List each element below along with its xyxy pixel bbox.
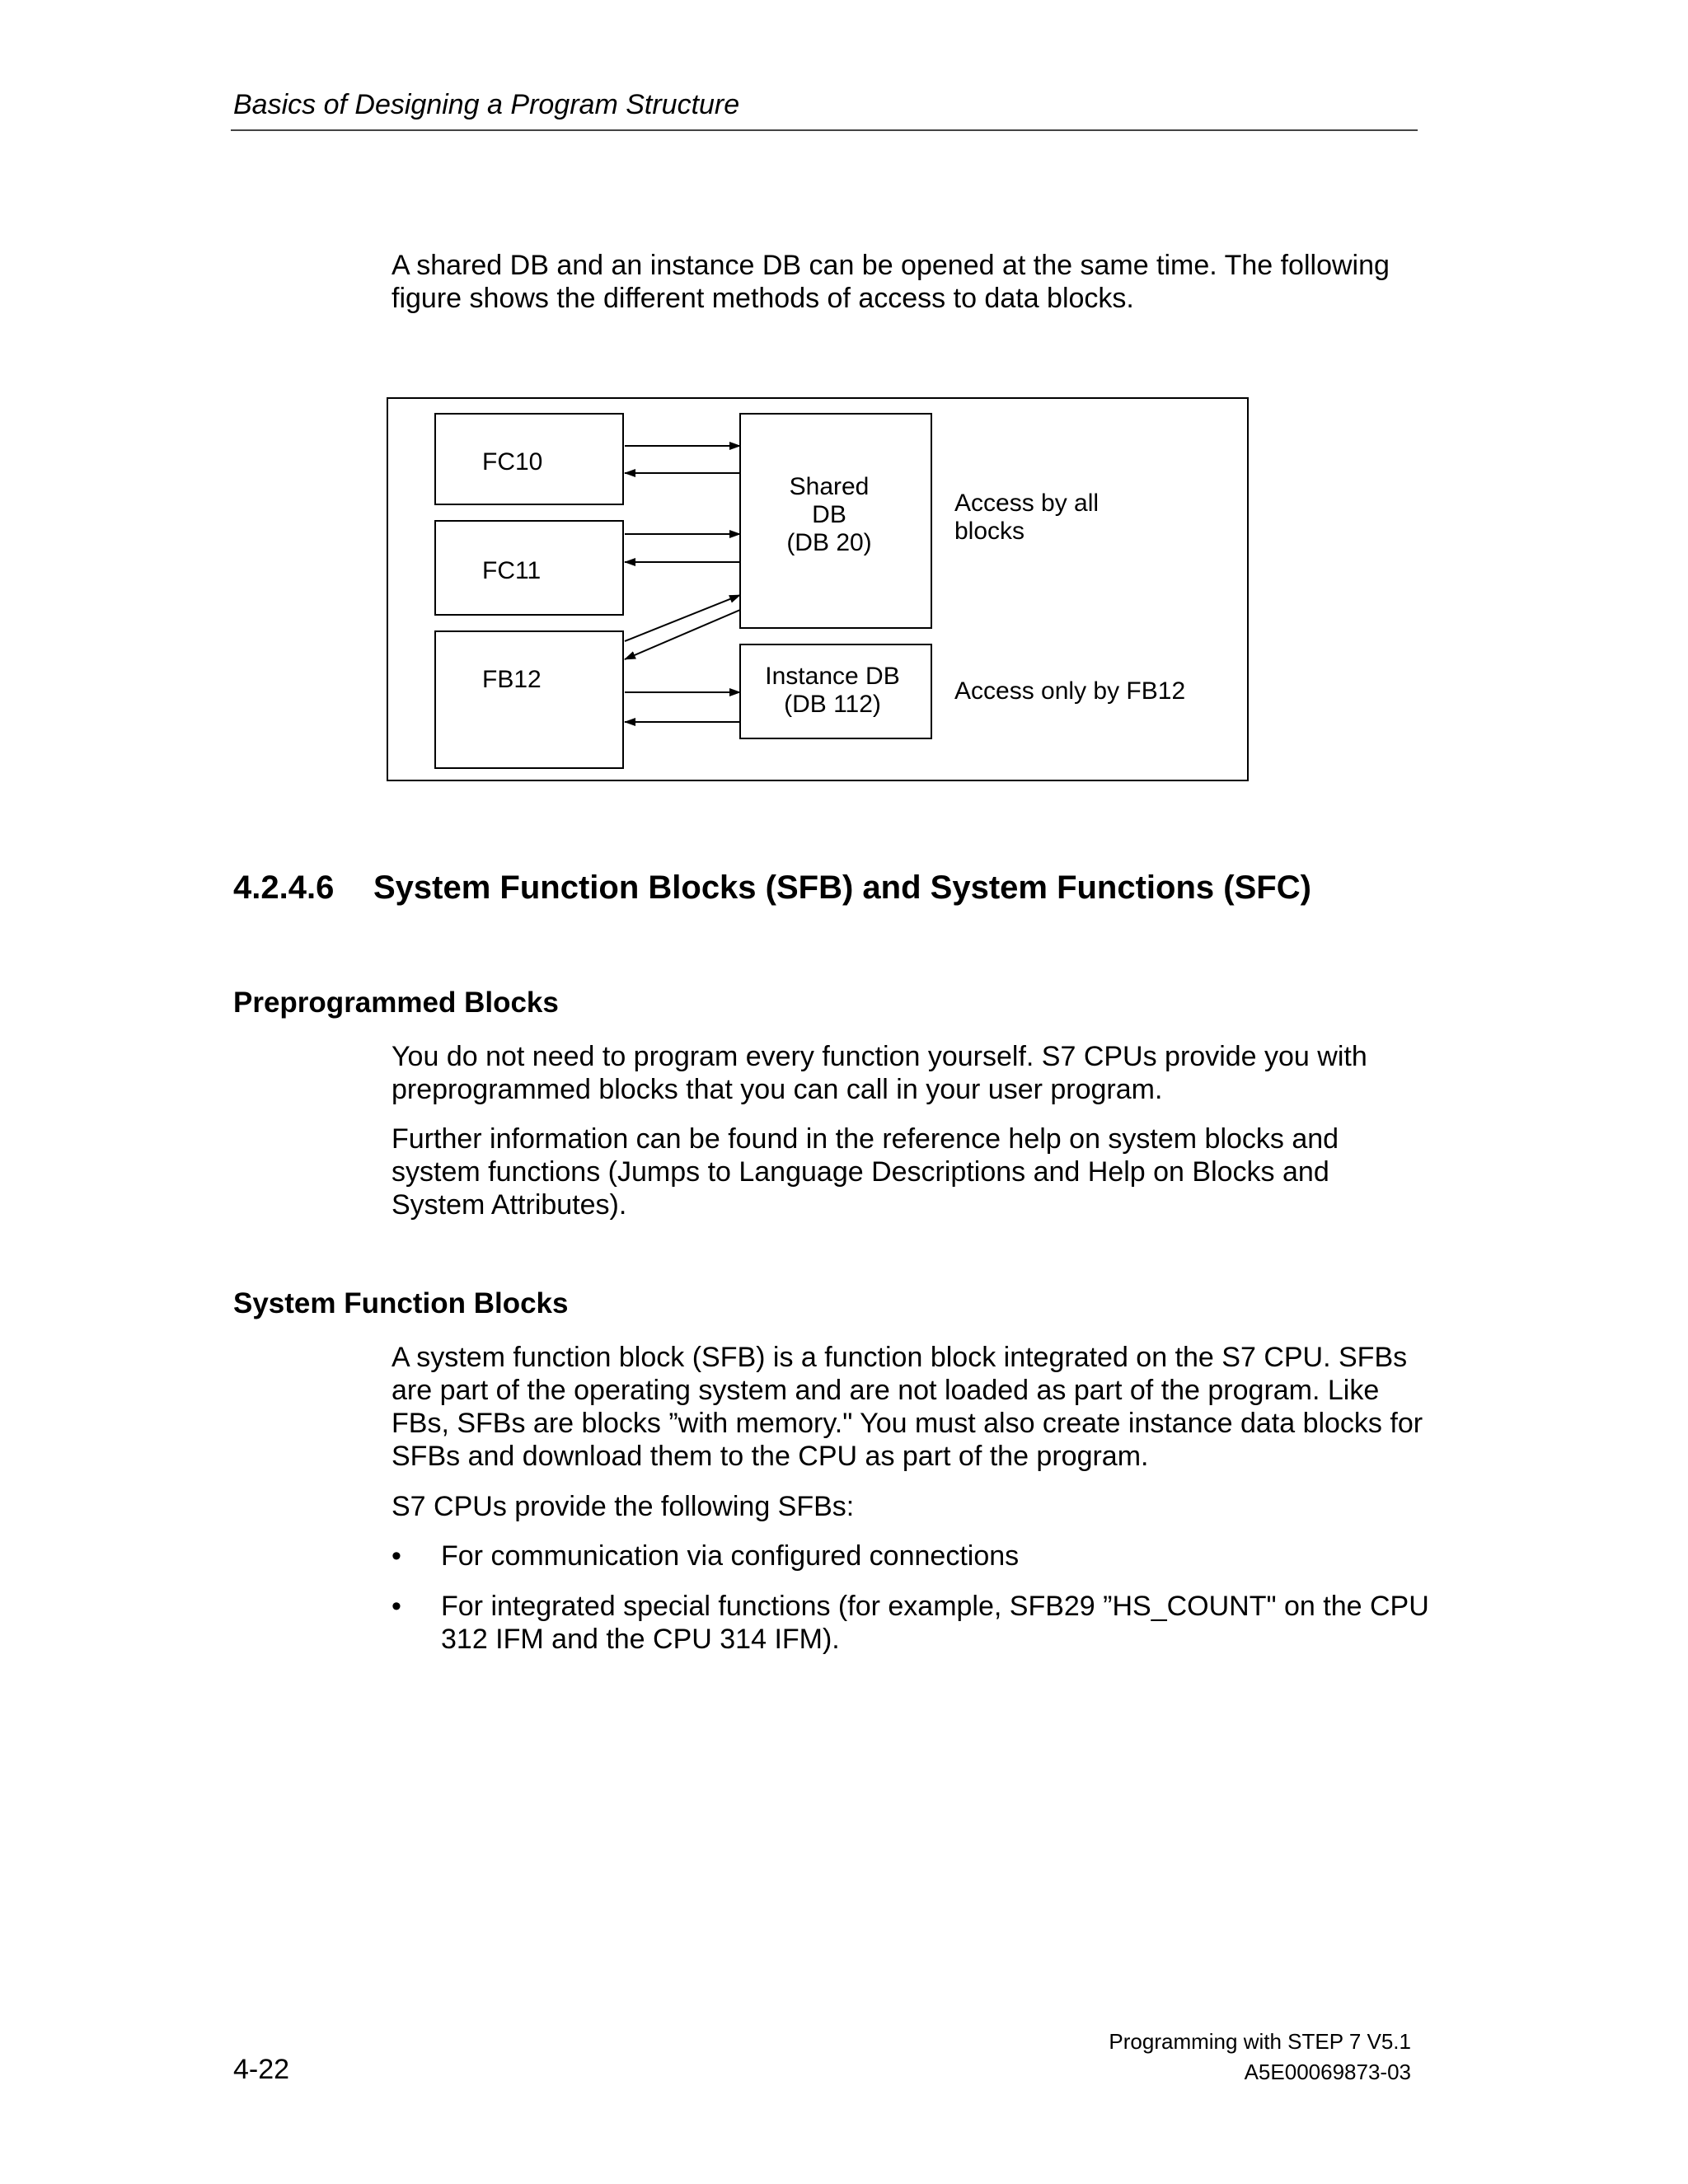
fb12-label: FB12: [482, 666, 542, 693]
shared-db-label-line3: (DB 20): [786, 529, 872, 556]
shared-db-label-line2: DB: [812, 501, 846, 528]
fc10-label: FC10: [482, 448, 543, 476]
section-heading: [233, 869, 1311, 907]
footer-doc-code: A5E00069873-03: [1244, 2060, 1411, 2084]
bullet-text: For integrated special functions (for example, SFB29 ”HS_COUNT" on the CPU 312 IFM and the CPU 314 IFM).: [441, 1591, 1429, 1655]
preprogrammed-paragraph-2: Further information can be found in the reference help on system blocks and system functions (Jumps to Language Descriptions and Help on Blocks and System Attributes).: [392, 1123, 1339, 1221]
access-all-label-line1: Access by all: [954, 490, 1100, 517]
bullet-text: For communication via configured connections: [441, 1540, 1020, 1572]
preprogrammed-paragraph-1: You do not need to program every function yourself. S7 CPUs provide you with preprogrammed blocks that you can call in your user program.: [392, 1041, 1367, 1105]
running-header: Basics of Designing a Program Structure: [233, 89, 740, 120]
fc11-label: FC11: [482, 557, 542, 584]
instance-db-label-line1: Instance DB: [765, 663, 900, 690]
section-number: 4.2.4.6: [233, 869, 335, 906]
intro-paragraph: A shared DB and an instance DB can be opened at the same time. The following figure shows the different methods of access to data blocks.: [392, 250, 1390, 314]
access-fb12-label: Access only by FB12: [954, 677, 1186, 705]
shared-db-label-line1: Shared: [789, 473, 870, 500]
bullet-symbol: •: [392, 1540, 401, 1572]
preprogrammed-heading: Preprogrammed Blocks: [233, 987, 559, 1019]
section-title: System Function Blocks (SFB) and System Functions (SFC): [373, 869, 1311, 906]
instance-db-label-line2: (DB 112): [784, 691, 881, 718]
footer-title: Programming with STEP 7 V5.1: [1109, 2029, 1411, 2054]
sfb-heading: System Function Blocks: [233, 1287, 569, 1319]
sfb-paragraph-1: A system function block (SFB) is a function block integrated on the S7 CPU. SFBs are part of the operating system and are not loaded as part of the program. Like FBs, SFBs are blocks ”with memory." You must also create instance data blocks for SFBs and download them to the CPU as part of the program.: [392, 1342, 1423, 1472]
access-all-label-line2: blocks: [954, 518, 1025, 545]
fb12-box: [435, 631, 623, 768]
page-number: 4-22: [233, 2054, 290, 2085]
bullet-symbol: •: [392, 1591, 401, 1622]
sfb-paragraph-2: S7 CPUs provide the following SFBs:: [392, 1491, 855, 1522]
